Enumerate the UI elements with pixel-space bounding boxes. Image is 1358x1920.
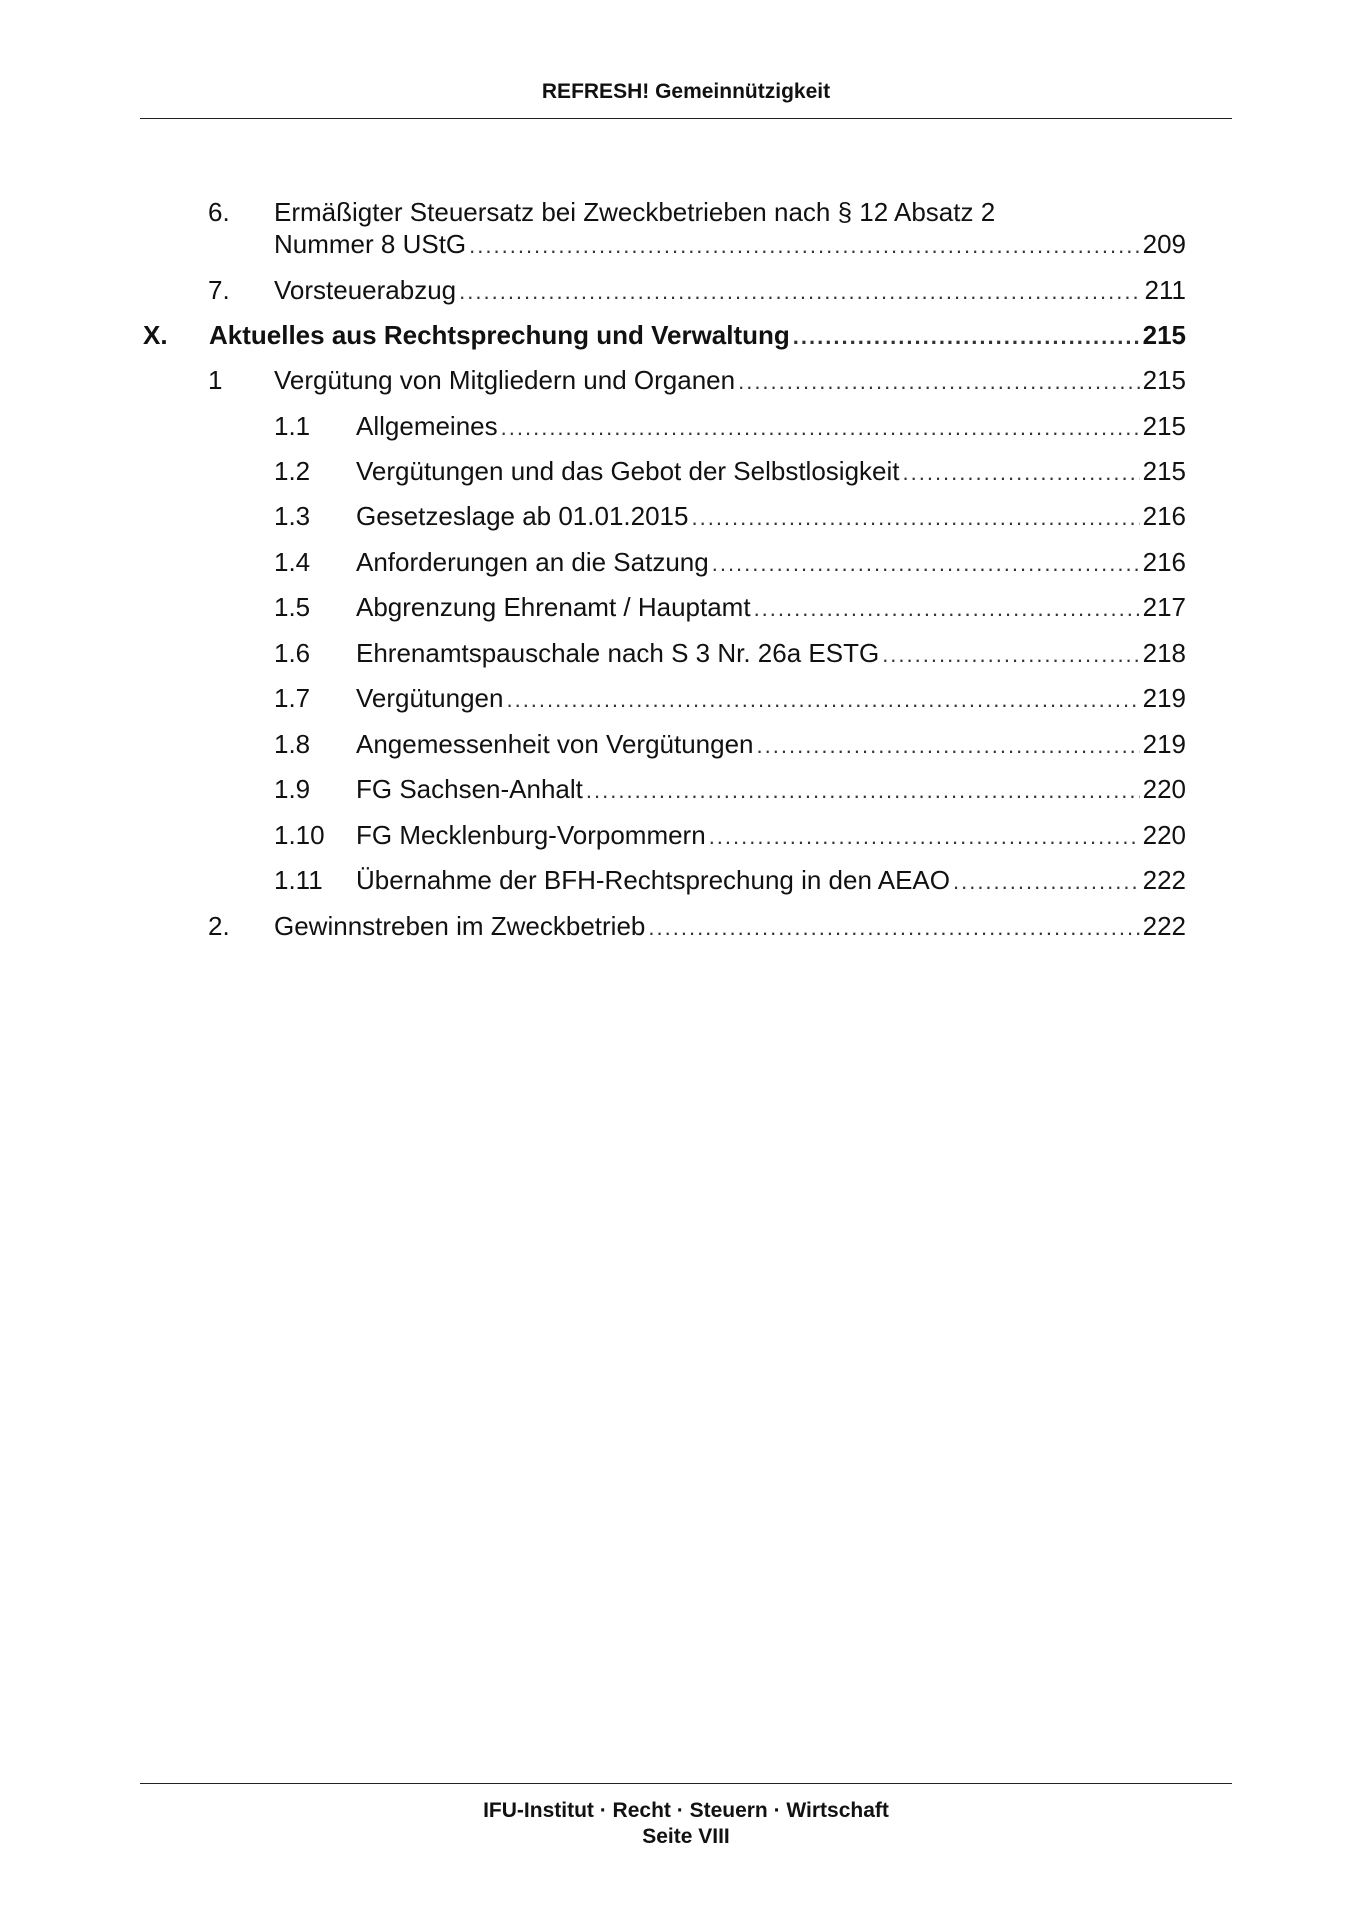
footer-rule [140,1783,1232,1784]
toc-subentry[interactable] [274,637,1186,669]
toc-entry-title: Übernahme der BFH-Rechtsprechung in den AEAO [356,865,950,895]
toc-subentry[interactable] [274,455,1186,487]
toc-leader-dots [469,230,1139,262]
toc-entry-page: 215 [1142,456,1186,486]
toc-entry-page: 219 [1142,683,1186,713]
toc-entry-number: 1.11 [274,865,323,895]
toc-entry-number: 1.10 [274,820,325,850]
toc-subentry[interactable] [274,728,1186,760]
toc-entry-number: 1.7 [274,683,311,713]
toc-entry-title: Ehrenamtspauschale nach S 3 Nr. 26a ESTG [356,638,880,668]
page-number: Seite VIII [642,1825,730,1848]
toc-entry-page: 222 [1142,911,1186,941]
toc-entry[interactable] [208,196,1186,260]
toc-leader-dots [501,412,1140,444]
toc-entry-page: 222 [1142,865,1186,895]
toc-leader-dots [882,639,1139,671]
toc-entry-title: Gesetzeslage ab 01.01.2015 [356,501,689,531]
toc-leader-dots [738,366,1140,398]
toc-entry-number: 1.9 [274,774,311,804]
toc-leader-dots [903,457,1140,489]
toc-leader-dots [793,321,1140,353]
toc-entry-page: 211 [1144,275,1186,305]
toc-entry-title: Vorsteuerabzug [274,275,457,305]
toc-entry-number: 1.1 [274,411,311,441]
toc-entry-title: Vergütung von Mitgliedern und Organen [274,365,736,395]
toc-entry-title: Gewinnstreben im Zweckbetrieb [274,911,646,941]
toc-leader-dots [754,593,1140,625]
toc-entry-number: X. [143,320,168,350]
toc-leader-dots [586,775,1140,807]
toc-entry-title: Vergütungen [356,683,504,713]
toc-entry-page: 220 [1142,820,1186,850]
toc-entry-page: 218 [1142,638,1186,668]
toc-entry-number: 1.4 [274,547,311,577]
toc-entry-number: 1.3 [274,501,311,531]
toc-entry-title: FG Sachsen-Anhalt [356,774,583,804]
toc-entry-number: 2. [208,911,230,941]
toc-entry-title: Angemessenheit von Vergütungen [356,729,754,759]
page-header: REFRESH! Gemeinnützigkeit [541,80,831,103]
toc-entry[interactable] [208,274,1186,306]
footer-institute: IFU-Institut · Recht · Steuern · Wirtschaft [483,1799,889,1822]
toc-entry-title: Abgrenzung Ehrenamt / Hauptamt [356,592,751,622]
toc-entry-title: Vergütungen und das Gebot der Selbstlosigkeit [356,456,900,486]
toc-entry-page: 215 [1142,411,1186,441]
toc-subentry[interactable] [274,819,1186,851]
toc-entry[interactable] [208,364,1186,396]
toc-entry-title: Nummer 8 UStG [274,229,467,259]
toc-chapter-entry[interactable] [143,319,1186,351]
toc-entry-page: 215 [1142,320,1186,350]
toc-entry-page: 216 [1142,501,1186,531]
toc-entry-page: 217 [1142,592,1186,622]
toc-entry-title: Allgemeines [356,411,498,441]
toc-entry-title-line: Ermäßigter Steuersatz bei Zweckbetrieben nach § 12 Absatz 2 [274,197,996,227]
toc-subentry[interactable] [274,864,1186,896]
toc-entry-number: 1.5 [274,592,311,622]
toc-entry[interactable] [208,910,1186,942]
toc-leader-dots [953,866,1140,898]
toc-entry-number: 7. [208,275,230,305]
toc-subentry[interactable] [274,591,1186,623]
toc-subentry[interactable] [274,773,1186,805]
toc-entry-title: Anforderungen an die Satzung [356,547,709,577]
toc-entry-number: 1.2 [274,456,311,486]
toc-leader-dots [709,821,1140,853]
toc-subentry[interactable] [274,682,1186,714]
toc-subentry[interactable] [274,410,1186,442]
toc-entry-page: 219 [1142,729,1186,759]
toc-leader-dots [757,730,1140,762]
toc-entry-page: 215 [1142,365,1186,395]
toc-leader-dots [691,502,1139,534]
toc-subentry[interactable] [274,546,1186,578]
toc-subentry[interactable] [274,500,1186,532]
toc-entry-number: 1 [208,365,223,395]
toc-leader-dots [459,276,1141,308]
toc-leader-dots [506,684,1139,716]
header-rule [140,118,1232,119]
toc-entry-number: 1.6 [274,638,311,668]
toc-entry-title: FG Mecklenburg-Vorpommern [356,820,706,850]
toc-entry-number: 6. [208,197,230,227]
toc-leader-dots [712,548,1140,580]
toc-entry-page: 216 [1142,547,1186,577]
toc-entry-page: 209 [1142,229,1186,259]
toc-entry-number: 1.8 [274,729,311,759]
toc-entry-title: Aktuelles aus Rechtsprechung und Verwaltung [209,320,790,350]
page-footer [140,1798,1232,1850]
toc-leader-dots [648,912,1139,944]
toc-entry-page: 220 [1142,774,1186,804]
